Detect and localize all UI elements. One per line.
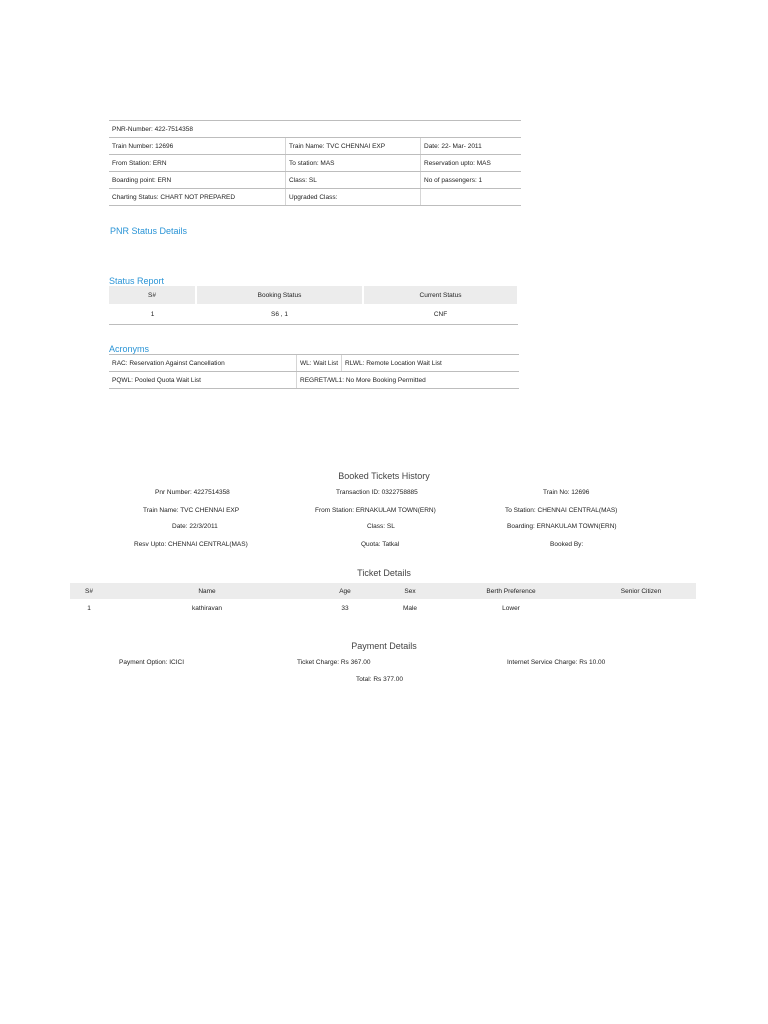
table-row [109, 121, 521, 138]
column-header: Senior Citizen [586, 583, 696, 599]
history-quota: Quota: Tatkal [361, 541, 400, 548]
table-cell: 1 [87, 604, 91, 612]
history-date: Date: 22/3/2011 [172, 523, 218, 530]
status-report-table [109, 286, 519, 325]
payment-details-heading: Payment Details [351, 641, 417, 651]
table-cell: WL: Wait List [297, 355, 342, 372]
table-cell: Male [402, 604, 418, 612]
history-from-station: From Station: ERNAKULAM TOWN(ERN) [315, 507, 436, 514]
column-header: Name [108, 583, 306, 599]
train-number: Train Number: 12696 [109, 138, 286, 155]
ticket-details-heading: Ticket Details [357, 568, 411, 578]
column-header: Current Status [363, 286, 518, 304]
table-row [109, 189, 521, 206]
boarding-point: Boarding point: ERN [109, 172, 286, 189]
history-boarding: Boarding: ERNAKULAM TOWN(ERN) [507, 523, 617, 530]
table-row [109, 172, 521, 189]
table-row [109, 355, 519, 372]
history-booked-by: Booked By: [550, 541, 584, 548]
pnr-number: PNR-Number: 422-7514358 [109, 121, 521, 138]
history-class: Class: SL [367, 523, 395, 530]
passenger-count: No of passengers: 1 [421, 172, 522, 189]
table-cell: S6 , 1 [196, 304, 363, 325]
column-header: S# [109, 286, 196, 304]
ticket-details-table [70, 583, 696, 617]
acronyms-table [109, 354, 519, 389]
table-cell: kathiravan [192, 604, 222, 612]
table-header-row [109, 286, 518, 304]
table-cell: 1 [109, 304, 196, 325]
table-row [70, 599, 696, 617]
upgraded-class: Upgraded Class: [286, 189, 421, 206]
table-header-row [70, 583, 696, 599]
table-cell: Lower [502, 604, 520, 612]
booked-tickets-history-heading: Booked Tickets History [338, 471, 430, 481]
to-station: To station: MAS [286, 155, 421, 172]
ticket-charge: Ticket Charge: Rs 367.00 [297, 659, 371, 666]
history-resv-upto: Resv Upto: CHENNAI CENTRAL(MAS) [134, 541, 248, 548]
charting-status: Charting Status: CHART NOT PREPARED [109, 189, 286, 206]
table-cell: CNF [363, 304, 518, 325]
column-header: Booking Status [196, 286, 363, 304]
pnr-info-table [109, 120, 521, 206]
history-transaction-id: Transaction ID: 0322758885 [336, 489, 418, 496]
column-header: Age [306, 583, 384, 599]
acronyms-heading: Acronyms [109, 344, 150, 354]
history-train-no: Train No: 12696 [543, 489, 590, 496]
history-train-name: Train Name: TVC CHENNAI EXP [143, 507, 240, 514]
payment-total: Total: Rs 377.00 [356, 676, 403, 683]
table-row [109, 138, 521, 155]
table-row [109, 155, 521, 172]
table-cell [586, 599, 696, 617]
payment-option: Payment Option: ICICI [119, 659, 185, 666]
internet-service-charge: Internet Service Charge: Rs 10.00 [507, 659, 606, 666]
history-pnr-number: Pnr Number: 4227514358 [155, 489, 230, 496]
table-cell: 33 [341, 604, 349, 612]
status-report-heading: Status Report [109, 276, 165, 286]
reservation-upto: Reservation upto: MAS [421, 155, 522, 172]
empty-cell [421, 189, 522, 206]
journey-date: Date: 22- Mar- 2011 [421, 138, 522, 155]
table-cell: PQWL: Pooled Quota Wait List [109, 372, 297, 389]
table-row [109, 372, 519, 389]
pnr-status-details-heading: PNR Status Details [110, 226, 188, 236]
from-station: From Station: ERN [109, 155, 286, 172]
column-header: Sex [384, 583, 436, 599]
train-name: Train Name: TVC CHENNAI EXP [286, 138, 421, 155]
table-cell: RLWL: Remote Location Wait List [342, 355, 519, 372]
table-cell: REGRET/WL1: No More Booking Permitted [297, 372, 520, 389]
travel-class: Class: SL [286, 172, 421, 189]
history-to-station: To Station: CHENNAI CENTRAL(MAS) [505, 507, 618, 514]
table-row [109, 304, 518, 325]
table-cell: RAC: Reservation Against Cancellation [109, 355, 297, 372]
column-header: Berth Preference [436, 583, 586, 599]
column-header: S# [70, 583, 108, 599]
